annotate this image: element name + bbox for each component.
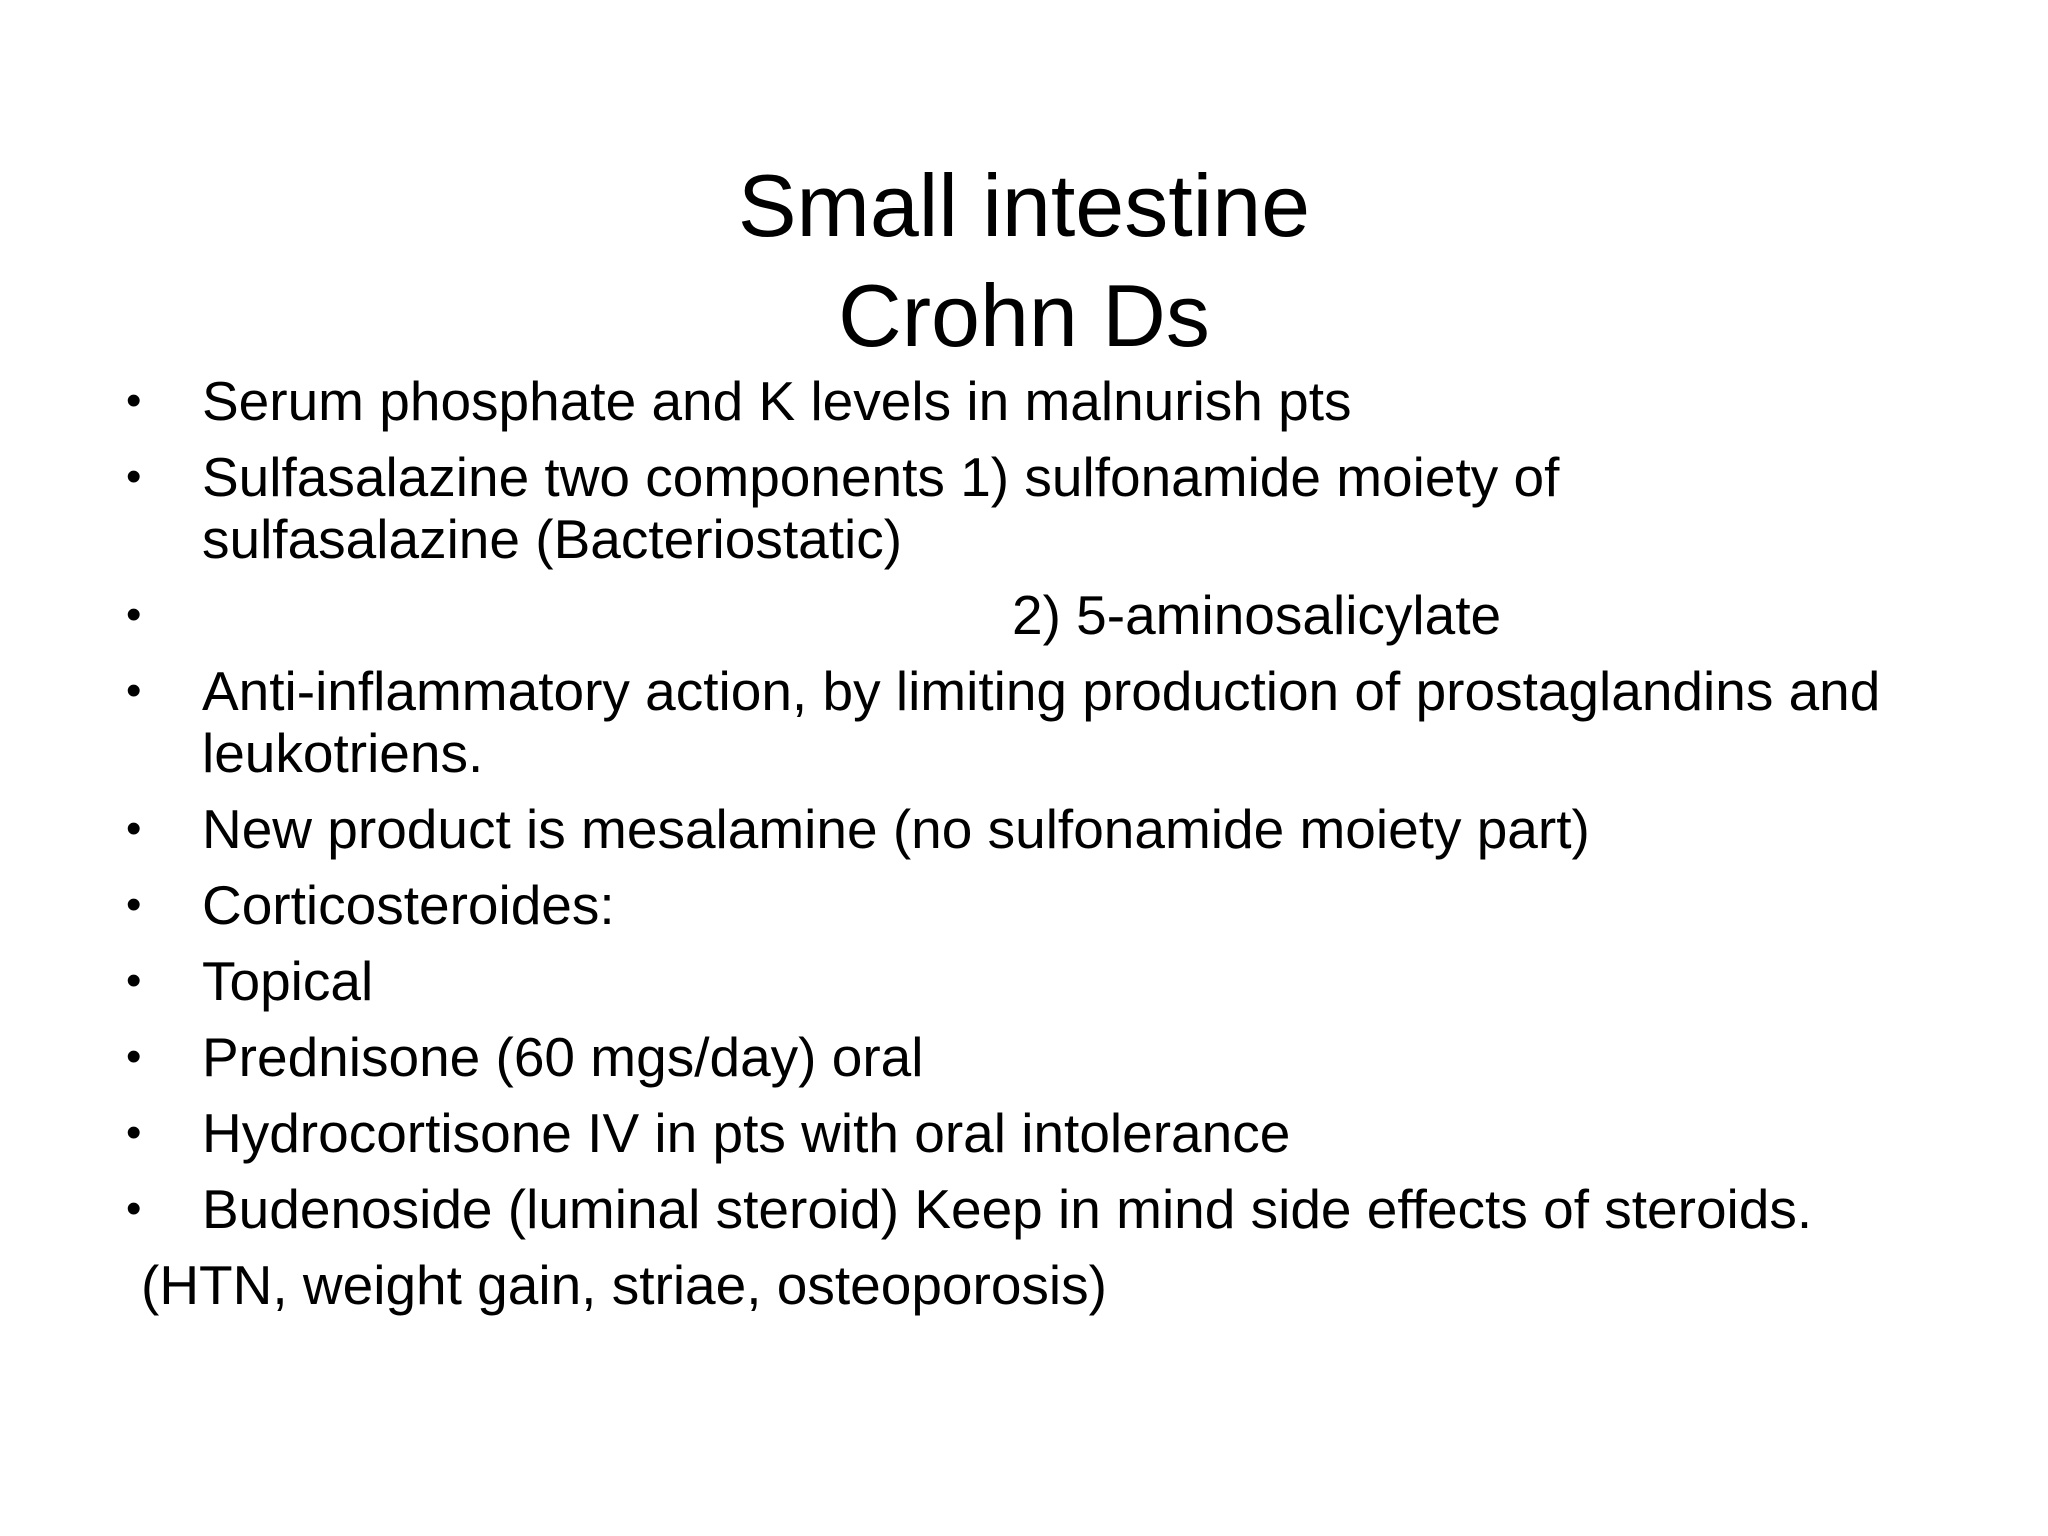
bullet-text: Anti-inflammatory action, by limiting production of prostaglandins and leukotriens. — [202, 660, 1881, 784]
bullet-item — [126, 1102, 1986, 1164]
bullet-item — [126, 950, 1986, 1012]
note-text: (HTN, weight gain, striae, osteoporosis) — [141, 1254, 1107, 1316]
bullet-text: Sulfasalazine two components 1) sulfonamide moiety of sulfasalazine (Bacteriostatic) — [202, 446, 1560, 570]
bullet-dot: • — [126, 1032, 142, 1081]
bullet-dot: • — [126, 590, 142, 639]
bullet-dot: • — [126, 804, 142, 853]
bullet-text: Budenoside (luminal steroid) Keep in mind side effects of steroids. — [202, 1178, 1813, 1240]
bullet-dot: • — [126, 1184, 142, 1233]
bullet-dot: • — [126, 666, 142, 715]
bullet-text: Corticosteroides: — [202, 874, 615, 936]
bullet-dot: • — [126, 956, 142, 1005]
bullet-dot: • — [126, 1108, 142, 1157]
bullet-text: 2) 5-aminosalicylate — [1012, 584, 1502, 646]
bullet-list — [126, 370, 1986, 1330]
bullet-item — [126, 584, 1986, 646]
bullet-item — [126, 798, 1986, 860]
bullet-text: New product is mesalamine (no sulfonamide moiety part) — [202, 798, 1590, 860]
slide-title — [0, 151, 2048, 371]
bullet-text: Serum phosphate and K levels in malnurish pts — [202, 370, 1352, 432]
title-line-2: Crohn Ds — [838, 265, 1210, 365]
bullet-dot: • — [126, 880, 142, 929]
bullet-text: Prednisone (60 mgs/day) oral — [202, 1026, 924, 1088]
side-effects-note — [126, 1254, 1986, 1316]
bullet-text: Hydrocortisone IV in pts with oral intolerance — [202, 1102, 1291, 1164]
bullet-dot: • — [126, 376, 142, 425]
bullet-item — [126, 874, 1986, 936]
bullet-dot: • — [126, 452, 142, 501]
title-line-1: Small intestine — [737, 155, 1311, 255]
bullet-item — [126, 446, 1986, 570]
bullet-item — [126, 1178, 1986, 1240]
bullet-item — [126, 1026, 1986, 1088]
bullet-item — [126, 370, 1986, 432]
bullet-text: Topical — [202, 950, 374, 1012]
bullet-item — [126, 660, 1986, 784]
